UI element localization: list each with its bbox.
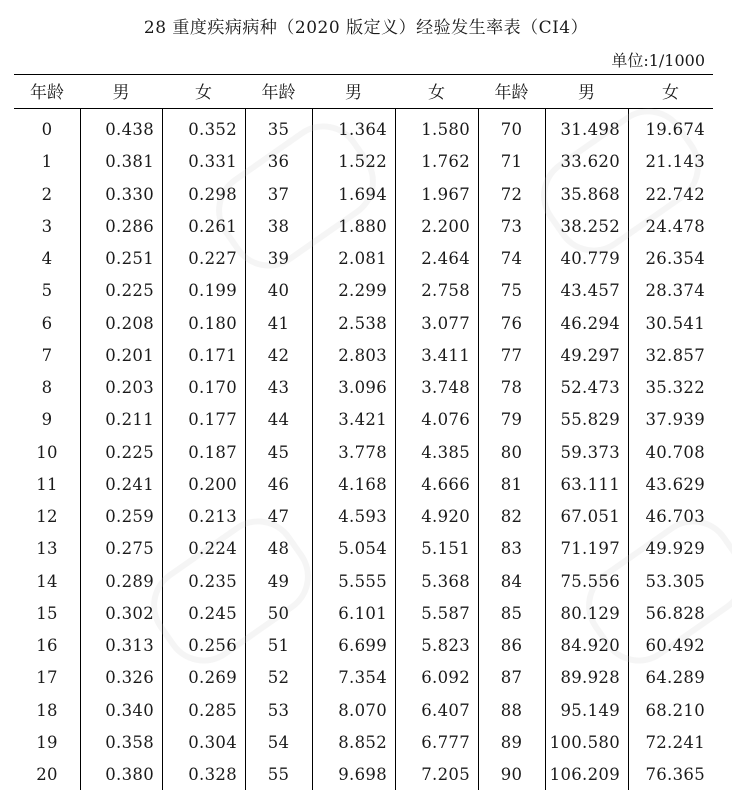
male-rate-cell: 49.297 <box>560 345 620 365</box>
age-cell: 46 <box>267 474 290 494</box>
female-rate-cell: 64.289 <box>645 668 705 688</box>
age-cell: 17 <box>36 668 58 688</box>
male-rate-cell: 31.498 <box>560 120 620 139</box>
female-rate-cell: 0.177 <box>188 410 237 430</box>
age-cell: 88 <box>500 700 523 720</box>
female-rate-cell: 1.967 <box>421 184 470 204</box>
age-cell: 42 <box>267 345 290 365</box>
age-cell: 84 <box>500 571 523 591</box>
age-cell: 73 <box>500 216 523 236</box>
female-rate-cell: 0.328 <box>188 765 237 784</box>
female-rate-cell: 1.580 <box>421 120 470 139</box>
female-rate-cell: 6.407 <box>421 700 470 720</box>
table-row <box>14 533 713 565</box>
female-rate-cell: 0.170 <box>188 378 237 397</box>
female-rate-cell: 0.180 <box>188 313 237 333</box>
age-cell: 18 <box>36 700 58 720</box>
male-rate-cell: 3.421 <box>338 410 387 430</box>
female-rate-cell: 19.674 <box>645 120 705 139</box>
table-row <box>14 566 713 598</box>
male-rate-cell: 8.852 <box>338 732 387 752</box>
female-rate-cell: 3.748 <box>421 378 470 397</box>
age-cell: 4 <box>41 249 53 268</box>
male-rate-cell: 0.313 <box>105 636 154 655</box>
age-cell: 5 <box>41 281 53 301</box>
female-rate-cell: 35.322 <box>645 378 705 397</box>
female-rate-cell: 5.368 <box>421 571 470 591</box>
female-rate-cell: 4.666 <box>421 474 470 494</box>
age-cell: 50 <box>267 603 290 623</box>
male-rate-cell: 2.299 <box>338 281 387 301</box>
female-rate-cell: 60.492 <box>645 636 705 655</box>
table-row <box>14 630 713 662</box>
female-rate-cell: 6.092 <box>421 668 470 688</box>
age-cell: 38 <box>267 216 290 236</box>
male-rate-cell: 0.381 <box>105 152 154 172</box>
male-rate-cell: 75.556 <box>560 571 620 591</box>
male-rate-cell: 84.920 <box>560 636 620 655</box>
header-female-1: 女 <box>195 83 212 103</box>
age-cell: 8 <box>41 378 53 397</box>
male-rate-cell: 1.364 <box>338 120 387 139</box>
male-rate-cell: 0.340 <box>105 700 154 720</box>
male-rate-cell: 0.438 <box>105 120 154 139</box>
female-rate-cell: 4.920 <box>421 507 470 526</box>
table-top-rule <box>14 74 713 75</box>
male-rate-cell: 3.096 <box>338 378 387 397</box>
male-rate-cell: 0.330 <box>105 184 154 204</box>
male-rate-cell: 38.252 <box>560 216 620 236</box>
table-row <box>14 372 713 404</box>
age-cell: 44 <box>267 410 290 430</box>
age-cell: 10 <box>36 442 58 462</box>
document-title: 28 重度疾病病种（2020 版定义）经验发生率表（CI4） <box>143 18 589 38</box>
age-cell: 89 <box>500 732 523 752</box>
age-cell: 36 <box>267 152 290 172</box>
female-rate-cell: 6.777 <box>421 732 470 752</box>
male-rate-cell: 0.302 <box>105 603 154 623</box>
female-rate-cell: 4.385 <box>421 442 470 462</box>
male-rate-cell: 35.868 <box>560 184 620 204</box>
male-rate-cell: 6.101 <box>338 603 387 623</box>
male-rate-cell: 9.698 <box>338 765 387 784</box>
male-rate-cell: 2.081 <box>338 249 387 268</box>
female-rate-cell: 0.235 <box>188 571 237 591</box>
female-rate-cell: 0.304 <box>188 732 237 752</box>
header-female-2: 女 <box>428 83 445 103</box>
age-cell: 1 <box>41 152 53 172</box>
age-cell: 39 <box>267 249 290 268</box>
female-rate-cell: 0.200 <box>188 474 237 494</box>
age-cell: 0 <box>41 120 53 139</box>
header-female-3: 女 <box>662 83 679 103</box>
female-rate-cell: 28.374 <box>645 281 705 301</box>
male-rate-cell: 0.251 <box>105 249 154 268</box>
male-rate-cell: 0.201 <box>105 345 154 365</box>
age-cell: 72 <box>500 184 523 204</box>
female-rate-cell: 76.365 <box>645 765 705 784</box>
male-rate-cell: 71.197 <box>560 539 620 559</box>
table-row <box>14 243 713 275</box>
age-cell: 74 <box>500 249 523 268</box>
table-row <box>14 179 713 211</box>
header-age-3: 年龄 <box>494 83 529 103</box>
age-cell: 12 <box>36 507 58 526</box>
age-cell: 80 <box>500 442 523 462</box>
male-rate-cell: 6.699 <box>338 636 387 655</box>
table-row <box>14 114 713 146</box>
female-rate-cell: 0.261 <box>188 216 237 236</box>
male-rate-cell: 0.225 <box>105 442 154 462</box>
table-row <box>14 598 713 630</box>
age-cell: 70 <box>500 120 523 139</box>
age-cell: 79 <box>500 410 523 430</box>
female-rate-cell: 0.285 <box>188 700 237 720</box>
female-rate-cell: 0.187 <box>188 442 237 462</box>
male-rate-cell: 8.070 <box>338 700 387 720</box>
table-row <box>14 759 713 791</box>
age-cell: 35 <box>267 120 290 139</box>
table-row <box>14 469 713 501</box>
age-cell: 9 <box>41 410 53 430</box>
table-row <box>14 662 713 694</box>
age-cell: 54 <box>267 732 290 752</box>
table-row <box>14 340 713 372</box>
male-rate-cell: 0.259 <box>105 507 154 526</box>
table-row <box>14 695 713 727</box>
age-cell: 55 <box>267 765 290 784</box>
male-rate-cell: 95.149 <box>560 700 620 720</box>
male-rate-cell: 0.211 <box>105 410 154 430</box>
male-rate-cell: 1.694 <box>338 184 387 204</box>
female-rate-cell: 5.587 <box>421 603 470 623</box>
female-rate-cell: 21.143 <box>645 152 705 172</box>
male-rate-cell: 0.326 <box>105 668 154 688</box>
table-row <box>14 308 713 340</box>
age-cell: 40 <box>267 281 290 301</box>
male-rate-cell: 3.778 <box>338 442 387 462</box>
male-rate-cell: 106.209 <box>549 765 620 784</box>
male-rate-cell: 67.051 <box>560 507 620 526</box>
age-cell: 51 <box>267 636 290 655</box>
age-cell: 47 <box>267 507 290 526</box>
male-rate-cell: 4.168 <box>338 474 387 494</box>
male-rate-cell: 0.203 <box>105 378 154 397</box>
table-row <box>14 437 713 469</box>
table-row <box>14 727 713 759</box>
male-rate-cell: 59.373 <box>560 442 620 462</box>
age-cell: 52 <box>267 668 290 688</box>
female-rate-cell: 0.331 <box>188 152 237 172</box>
female-rate-cell: 2.758 <box>421 281 470 301</box>
female-rate-cell: 37.939 <box>645 410 705 430</box>
table-row <box>14 275 713 307</box>
male-rate-cell: 0.241 <box>105 474 154 494</box>
female-rate-cell: 7.205 <box>421 765 470 784</box>
header-male-1: 男 <box>112 83 130 103</box>
header-age-2: 年龄 <box>261 83 296 103</box>
table-row <box>14 146 713 178</box>
unit-label: 单位:1/1000 <box>611 51 705 70</box>
age-cell: 20 <box>36 765 58 784</box>
age-cell: 14 <box>36 571 58 591</box>
age-cell: 71 <box>500 152 523 172</box>
female-rate-cell: 3.411 <box>421 345 470 365</box>
female-rate-cell: 1.762 <box>421 152 470 172</box>
age-cell: 76 <box>500 313 523 333</box>
age-cell: 48 <box>267 539 290 559</box>
age-cell: 19 <box>36 732 58 752</box>
age-cell: 77 <box>500 345 523 365</box>
female-rate-cell: 26.354 <box>645 249 705 268</box>
age-cell: 53 <box>267 700 290 720</box>
age-cell: 37 <box>267 184 290 204</box>
female-rate-cell: 43.629 <box>645 474 705 494</box>
table-row <box>14 211 713 243</box>
male-rate-cell: 43.457 <box>560 281 620 301</box>
female-rate-cell: 4.076 <box>421 410 470 430</box>
male-rate-cell: 4.593 <box>338 507 387 526</box>
age-cell: 7 <box>41 345 53 365</box>
header-age-1: 年龄 <box>30 83 64 103</box>
age-cell: 75 <box>500 281 523 301</box>
male-rate-cell: 2.803 <box>338 345 387 365</box>
male-rate-cell: 33.620 <box>560 152 620 172</box>
female-rate-cell: 2.200 <box>421 216 470 236</box>
age-cell: 43 <box>267 378 290 397</box>
age-cell: 81 <box>500 474 523 494</box>
male-rate-cell: 2.538 <box>338 313 387 333</box>
age-cell: 2 <box>41 184 53 204</box>
table-row <box>14 501 713 533</box>
female-rate-cell: 0.227 <box>188 249 237 268</box>
age-cell: 6 <box>41 313 53 333</box>
female-rate-cell: 0.269 <box>188 668 237 688</box>
table-header-rule <box>14 108 713 109</box>
table-row <box>14 404 713 436</box>
female-rate-cell: 5.823 <box>421 636 470 655</box>
male-rate-cell: 55.829 <box>560 410 620 430</box>
male-rate-cell: 0.289 <box>105 571 154 591</box>
male-rate-cell: 46.294 <box>560 313 620 333</box>
female-rate-cell: 32.857 <box>645 345 705 365</box>
female-rate-cell: 30.541 <box>645 313 705 333</box>
age-cell: 45 <box>267 442 290 462</box>
female-rate-cell: 53.305 <box>645 571 705 591</box>
male-rate-cell: 0.358 <box>105 732 154 752</box>
male-rate-cell: 1.522 <box>338 152 387 172</box>
female-rate-cell: 24.478 <box>645 216 705 236</box>
age-cell: 83 <box>500 539 523 559</box>
female-rate-cell: 72.241 <box>645 732 705 752</box>
female-rate-cell: 0.213 <box>188 507 237 526</box>
male-rate-cell: 63.111 <box>560 474 620 494</box>
header-male-2: 男 <box>345 83 362 103</box>
male-rate-cell: 0.286 <box>105 216 154 236</box>
female-rate-cell: 0.171 <box>188 345 237 365</box>
age-cell: 3 <box>41 216 53 236</box>
age-cell: 87 <box>500 668 523 688</box>
female-rate-cell: 5.151 <box>421 539 470 559</box>
male-rate-cell: 80.129 <box>560 603 620 623</box>
female-rate-cell: 0.298 <box>188 184 237 204</box>
male-rate-cell: 52.473 <box>560 378 620 397</box>
age-cell: 49 <box>267 571 290 591</box>
female-rate-cell: 22.742 <box>645 184 705 204</box>
age-cell: 82 <box>500 507 523 526</box>
female-rate-cell: 46.703 <box>645 507 705 526</box>
age-cell: 13 <box>36 539 58 559</box>
male-rate-cell: 5.054 <box>338 539 387 559</box>
female-rate-cell: 0.224 <box>188 539 237 559</box>
female-rate-cell: 2.464 <box>421 249 470 268</box>
age-cell: 16 <box>36 636 58 655</box>
female-rate-cell: 0.199 <box>188 281 237 301</box>
male-rate-cell: 0.380 <box>105 765 154 784</box>
male-rate-cell: 1.880 <box>338 216 387 236</box>
male-rate-cell: 40.779 <box>560 249 620 268</box>
age-cell: 78 <box>500 378 523 397</box>
age-cell: 11 <box>36 474 58 494</box>
female-rate-cell: 3.077 <box>421 313 470 333</box>
female-rate-cell: 56.828 <box>645 603 705 623</box>
male-rate-cell: 0.225 <box>105 281 154 301</box>
age-cell: 85 <box>500 603 523 623</box>
female-rate-cell: 0.245 <box>188 603 237 623</box>
female-rate-cell: 49.929 <box>645 539 705 559</box>
age-cell: 86 <box>500 636 523 655</box>
female-rate-cell: 68.210 <box>645 700 705 720</box>
male-rate-cell: 0.275 <box>105 539 154 559</box>
table-body <box>14 114 713 791</box>
female-rate-cell: 0.256 <box>188 636 237 655</box>
age-cell: 15 <box>36 603 58 623</box>
male-rate-cell: 7.354 <box>338 668 387 688</box>
age-cell: 41 <box>267 313 290 333</box>
male-rate-cell: 5.555 <box>338 571 387 591</box>
female-rate-cell: 40.708 <box>645 442 705 462</box>
age-cell: 90 <box>500 765 523 784</box>
female-rate-cell: 0.352 <box>188 120 237 139</box>
male-rate-cell: 100.580 <box>549 732 620 752</box>
male-rate-cell: 89.928 <box>560 668 620 688</box>
male-rate-cell: 0.208 <box>105 313 154 333</box>
header-male-3: 男 <box>578 83 595 103</box>
